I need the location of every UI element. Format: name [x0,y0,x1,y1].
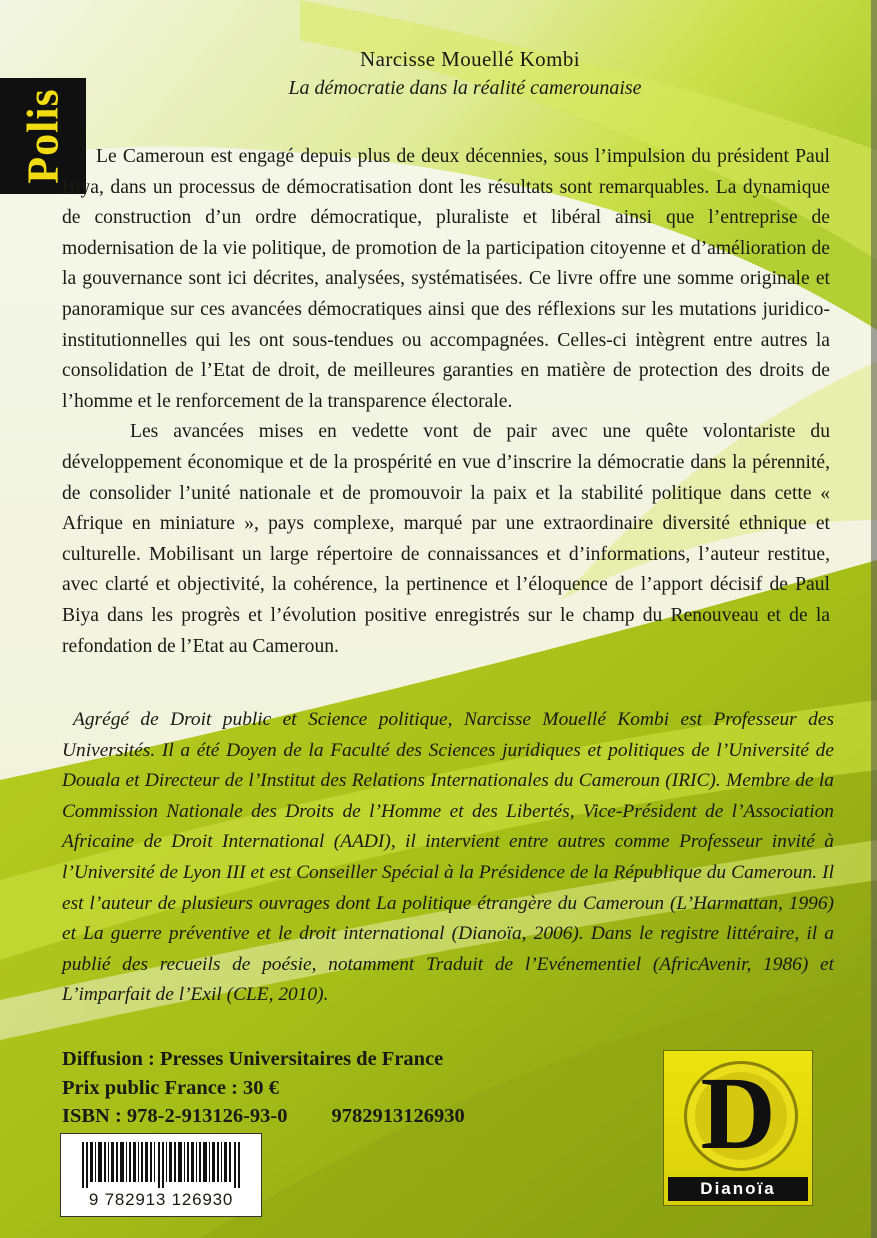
publisher-name: Dianoïa [668,1177,808,1201]
blurb-paragraph-2: Les avancées mises en vedette vont de pair avec une quête volontariste du développement économique et de la prospérité en vue d’inscrire la démocratie dans la pérennité, de consolider l’unité nationale et de promouvoir la paix et la stabilité politique dans cette « Afrique en miniature », pays complexe, marqué par une extraordinaire diversité ethnique et culturelle. Mobilisant un large répertoire de connaissances et d’informations, l’auteur restitue, avec clarté et objectivité, la cohérence, la pertinence et l’éloquence de l’apport décisif de Paul Biya dans les progrès et l’évolution positive enregistrés sur le champ du Renouveau et de la refondation de l’Etat au Cameroun. [62,421,830,657]
blurb-text [62,142,830,662]
publisher-logo [663,1050,813,1206]
ean-number: 9782913126930 [331,1105,465,1128]
publication-info [62,1045,622,1131]
author-bio-paragraph: Agrégé de Droit public et Science politique, Narcisse Mouellé Kombi est Professeur des Universités. Il a été Doyen de la Faculté des Sciences juridiques et politiques de l’Université de Douala et Directeur de l’Institut des Relations Internationales du Cameroun (IRIC). Membre de la Commission Nationale des Droits de l’Homme et des Libertés, Vice-Président de l’Association Africaine de Droit International (AADI), il intervient entre autres comme Professeur invité à l’Université de Lyon III et est Conseiller Spécial à la Présidence de la République du Cameroun. Il est l’auteur de plusieurs ouvrages dont La politique étrangère du Cameroun (L’Harmattan, 1996) et La guerre préventive et le droit international (Dianoïa, 2006). Dans le registre littéraire, il a publié des recueils de poésie, notamment Traduit de l’Evénementiel (AfricAvenir, 1986) et L’imparfait de l’Exil (CLE, 2010). [62,709,834,1006]
blurb-paragraph-1: Le Cameroun est engagé depuis plus de deux décennies, sous l’impulsion du président Paul Biya, dans un processus de démocratisation dont les résultats sont remarquables. La dynamique de construction d’un ordre démocratique, pluraliste et libéral ainsi que l’entreprise de modernisation de la vie politique, de promotion de la participation citoyenne et d’amélioration de la gouvernance sont ici décrites, analysées, systématisées. Ce livre offre une somme originale et panoramique sur ces avancées démocratiques ainsi que des réflexions sur les mutations juridico-institutionnelles qui les ont sous-tendues ou accompagnées. Celles-ci intègrent entre autres la consolidation de l’Etat de droit, de meilleures garanties en matière de protection des droits de l’homme et le renforcement de la transparence électorale. [62,146,830,412]
barcode-digits: 9 782913 126930 [88,1190,234,1209]
diffusion-line: Diffusion : Presses Universitaires de France [62,1048,444,1070]
price-line: Prix public France : 30 € [62,1076,279,1099]
author-name: Narcisse Mouellé Kombi [360,47,580,71]
logo-letter: D [700,1056,776,1171]
barcode [60,1133,262,1217]
barcode-icon [82,1142,240,1188]
isbn-text: ISBN : 978-2-913126-93-0 [62,1105,288,1128]
author-bio [62,705,834,1011]
isbn-line [62,1102,622,1131]
book-subtitle: La démocratie dans la réalité camerounaise [288,77,642,99]
series-label-text: Polis [18,88,68,184]
